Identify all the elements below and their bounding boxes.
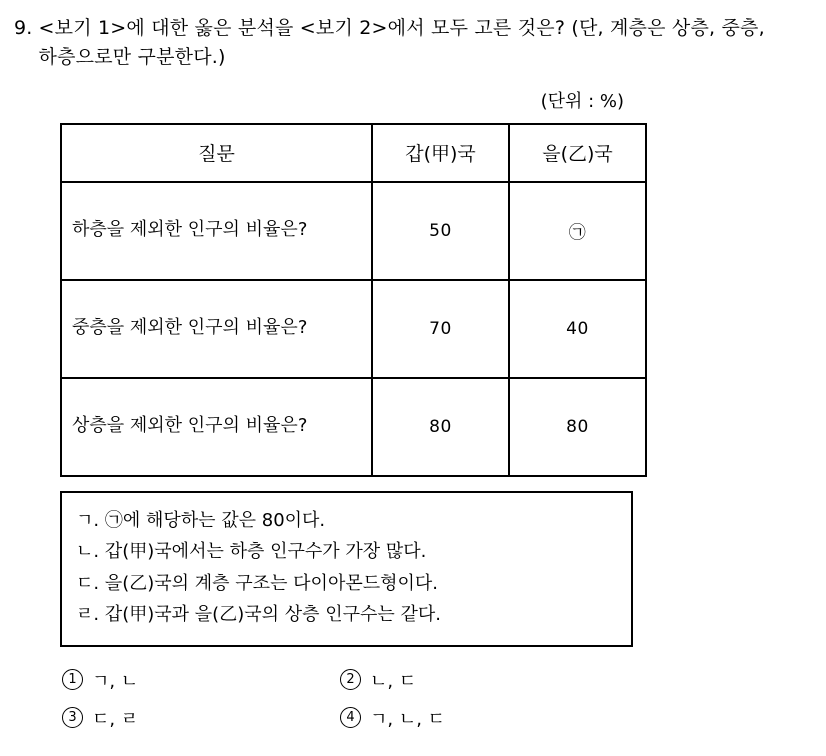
choice-label: ㄷ, ㄹ xyxy=(92,708,139,730)
choice-number-icon: 1 xyxy=(62,669,83,690)
choice-row xyxy=(62,705,662,731)
question-block xyxy=(14,14,806,73)
table-row xyxy=(61,182,646,280)
unit-note: (단위 : %) xyxy=(540,90,624,112)
table-header-gap: 갑(甲)국 xyxy=(372,124,509,182)
statement-item xyxy=(76,505,617,537)
table-row xyxy=(61,378,646,476)
statement-marker: ㄹ. xyxy=(76,604,100,626)
question-text: <보기 1>에 대한 옳은 분석을 <보기 2>에서 모두 고른 것은? (단, 계층은 상층, 중층, 하층으로만 구분한다.) xyxy=(38,17,765,69)
statement-marker: ㄴ. xyxy=(76,541,100,563)
choice-number-icon: 4 xyxy=(340,707,361,728)
choice-option-1[interactable] xyxy=(62,667,340,693)
table-cell-question: 중층을 제외한 인구의 비율은? xyxy=(61,280,372,378)
table-cell-question: 하층을 제외한 인구의 비율은? xyxy=(61,182,372,280)
table-header-eul: 을(乙)국 xyxy=(509,124,646,182)
table-cell-gap: 70 xyxy=(372,280,509,378)
table-cell-question: 상층을 제외한 인구의 비율은? xyxy=(61,378,372,476)
data-table-container xyxy=(14,123,806,477)
answer-choices xyxy=(14,667,662,731)
statement-text: 을(乙)국의 계층 구조는 다이아몬드형이다. xyxy=(104,572,438,594)
statement-item xyxy=(76,536,617,568)
table-cell-gap: 50 xyxy=(372,182,509,280)
statements-container xyxy=(14,491,806,647)
table-cell-eul: 40 xyxy=(509,280,646,378)
choice-row xyxy=(62,667,662,693)
table-header-row xyxy=(61,124,646,182)
choice-number-icon: 3 xyxy=(62,707,83,728)
choice-label: ㄱ, ㄴ, ㄷ xyxy=(370,708,446,730)
choice-option-2[interactable] xyxy=(340,667,416,693)
table-header-question: 질문 xyxy=(61,124,372,182)
statements-box xyxy=(60,491,633,647)
statement-item xyxy=(76,599,617,631)
table-cell-gap: 80 xyxy=(372,378,509,476)
statement-item xyxy=(76,568,617,600)
statement-marker: ㄷ. xyxy=(76,572,100,594)
table-cell-eul: 80 xyxy=(509,378,646,476)
table-cell-eul: ㉠ xyxy=(509,182,646,280)
choice-number-icon: 2 xyxy=(340,669,361,690)
statement-marker: ㄱ. xyxy=(76,509,100,531)
choice-option-3[interactable] xyxy=(62,705,340,731)
statement-text: 갑(甲)국에서는 하층 인구수가 가장 많다. xyxy=(104,541,427,563)
table-row xyxy=(61,280,646,378)
choice-label: ㄱ, ㄴ xyxy=(92,670,139,692)
statement-text: 갑(甲)국과 을(乙)국의 상층 인구수는 같다. xyxy=(104,604,441,626)
question-number: 9. xyxy=(14,17,33,39)
data-table xyxy=(60,123,647,477)
choice-option-4[interactable] xyxy=(340,705,445,731)
statement-text: ㉠에 해당하는 값은 80이다. xyxy=(104,509,326,531)
choice-label: ㄴ, ㄷ xyxy=(370,670,417,692)
